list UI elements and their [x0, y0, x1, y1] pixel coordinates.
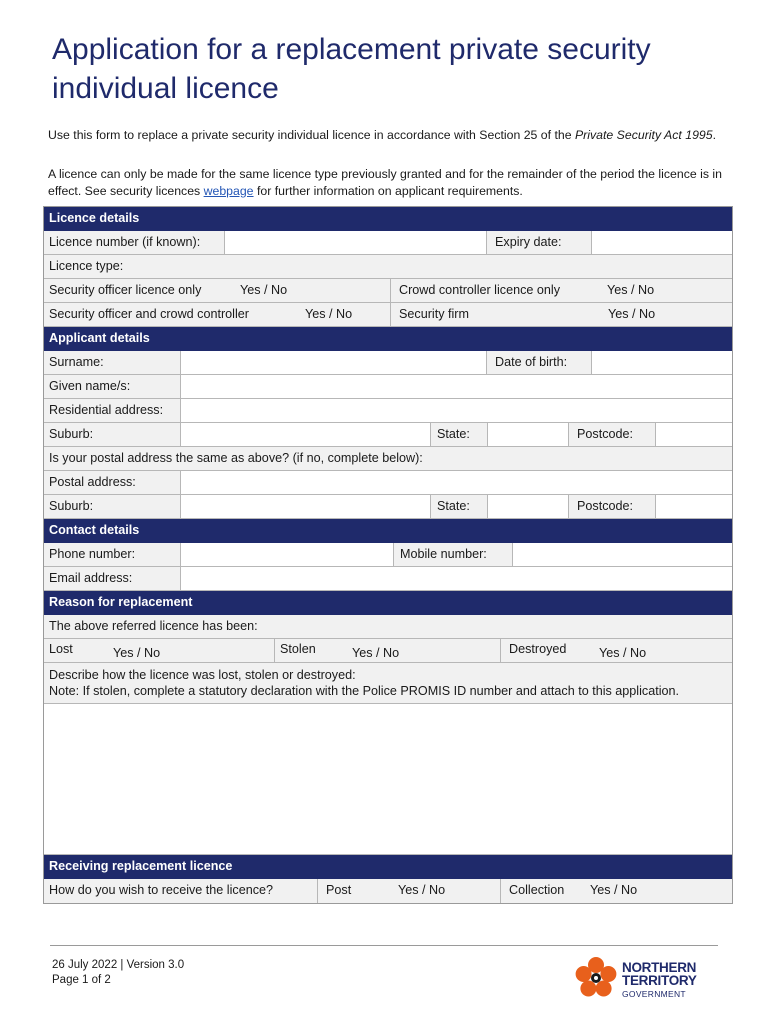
- describe-prompt: Describe how the licence was lost, stolen or destroyed:: [49, 668, 356, 682]
- officer-and-crowd-controller-yes-no[interactable]: Yes / No: [305, 307, 353, 321]
- section-header-applicant-details: Applicant details: [44, 327, 732, 351]
- licence-type-options-2: [44, 303, 732, 327]
- reason-intro-text: The above referred licence has been:: [44, 615, 732, 638]
- crowd-controller-only-yes-no[interactable]: Yes / No: [607, 283, 655, 297]
- residential-address-label: Residential address:: [44, 399, 180, 422]
- lost-option: Lost Yes / No: [44, 639, 274, 662]
- postal-same-question: Is your postal address the same as above? (if no, complete below):: [44, 447, 732, 470]
- footer-date-version: 26 July 2022 | Version 3.0: [52, 959, 185, 971]
- logo-line-1: NORTHERN: [622, 960, 697, 975]
- mobile-number-field[interactable]: [512, 543, 732, 566]
- licence-type-options-1: [44, 279, 732, 303]
- stolen-note: Note: If stolen, complete a statutory declaration with the Police PROMIS ID number and attach to this application.: [49, 684, 680, 698]
- given-names-label: Given name/s:: [44, 375, 180, 398]
- surname-label: Surname:: [44, 351, 180, 374]
- postcode-field[interactable]: [655, 423, 732, 446]
- surname-field[interactable]: [180, 351, 486, 374]
- residential-suburb-row: [44, 423, 732, 447]
- postal-postcode-label: Postcode:: [568, 495, 655, 518]
- postal-address-label: Postal address:: [44, 471, 180, 494]
- suburb-field[interactable]: [180, 423, 430, 446]
- post-yes-no[interactable]: Yes / No: [398, 883, 446, 897]
- section-header-licence-details: Licence details: [44, 207, 732, 231]
- crowd-controller-only-option: Crowd controller licence only Yes / No: [390, 279, 732, 302]
- given-names-field[interactable]: [180, 375, 732, 398]
- section-header-contact-details: Contact details: [44, 519, 732, 543]
- destroyed-option: Destroyed Yes / No: [500, 639, 732, 662]
- security-officer-only-option: Security officer licence only Yes / No: [44, 279, 390, 302]
- intro-paragraph-2: A licence can only be made for the same licence type previously granted and for the remainder of the period the licence is in effect. See security licences webpage for further information on applicant requirements.: [48, 167, 722, 198]
- officer-and-crowd-controller-option: Security officer and crowd controller Yes / No: [44, 303, 390, 326]
- postal-suburb-row: [44, 495, 732, 519]
- state-label: State:: [430, 423, 487, 446]
- phone-number-label: Phone number:: [44, 543, 180, 566]
- phone-row: [44, 543, 732, 567]
- licence-number-field[interactable]: [224, 231, 486, 254]
- page-title: Application for a replacement private security individual licence: [52, 33, 651, 105]
- stolen-option: Stolen Yes / No: [274, 639, 500, 662]
- collection-option: Collection Yes / No: [500, 879, 732, 903]
- postcode-label: Postcode:: [568, 423, 655, 446]
- footer-page-number: Page 1 of 2: [52, 974, 111, 986]
- postal-state-label: State:: [430, 495, 487, 518]
- date-of-birth-field[interactable]: [591, 351, 732, 374]
- receiving-row: [44, 879, 732, 903]
- lost-yes-no[interactable]: Yes / No: [113, 646, 161, 660]
- licence-number-row: [44, 231, 732, 255]
- surname-row: [44, 351, 732, 375]
- postal-same-row: [44, 447, 732, 471]
- state-field[interactable]: [487, 423, 568, 446]
- licence-type-row: [44, 255, 732, 279]
- postal-postcode-field[interactable]: [655, 495, 732, 518]
- licence-number-label: Licence number (if known):: [44, 231, 224, 254]
- security-officer-only-yes-no[interactable]: Yes / No: [240, 283, 288, 297]
- email-address-label: Email address:: [44, 567, 180, 590]
- security-firm-option: Security firm Yes / No: [390, 303, 732, 326]
- footer-divider: [50, 945, 718, 946]
- stolen-yes-no[interactable]: Yes / No: [352, 646, 400, 660]
- residential-address-field[interactable]: [180, 399, 732, 422]
- logo-line-2: TERRITORY: [622, 973, 697, 988]
- given-names-row: [44, 375, 732, 399]
- mobile-number-label: Mobile number:: [393, 543, 512, 566]
- reason-description-field[interactable]: [44, 704, 732, 855]
- post-option: Post Yes / No: [317, 879, 500, 903]
- postal-suburb-field[interactable]: [180, 495, 430, 518]
- expiry-date-label: Expiry date:: [486, 231, 591, 254]
- reason-options-row: [44, 639, 732, 663]
- email-row: [44, 567, 732, 591]
- postal-suburb-label: Suburb:: [44, 495, 180, 518]
- postal-address-field[interactable]: [180, 471, 732, 494]
- postal-state-field[interactable]: [487, 495, 568, 518]
- expiry-date-field[interactable]: [591, 231, 732, 254]
- postal-address-row: [44, 471, 732, 495]
- logo-line-3: GOVERNMENT: [622, 989, 686, 999]
- section-header-reason: Reason for replacement: [44, 591, 732, 615]
- residential-address-row: [44, 399, 732, 423]
- security-firm-yes-no[interactable]: Yes / No: [608, 307, 656, 321]
- date-of-birth-label: Date of birth:: [486, 351, 591, 374]
- section-header-receiving: Receiving replacement licence: [44, 855, 732, 879]
- suburb-label: Suburb:: [44, 423, 180, 446]
- intro-paragraph-1: Use this form to replace a private security individual licence in accordance with Section 25 of the Private Security Act 1995.: [48, 128, 717, 142]
- phone-number-field[interactable]: [180, 543, 393, 566]
- webpage-link[interactable]: webpage: [203, 183, 254, 198]
- destroyed-yes-no[interactable]: Yes / No: [599, 646, 647, 660]
- application-form: [43, 206, 733, 904]
- reason-description-instructions: [44, 663, 732, 704]
- act-name: Private Security Act 1995: [574, 128, 713, 142]
- reason-intro-row: [44, 615, 732, 639]
- email-address-field[interactable]: [180, 567, 732, 590]
- licence-type-label: Licence type:: [44, 255, 732, 278]
- collection-yes-no[interactable]: Yes / No: [590, 883, 638, 897]
- receive-question: How do you wish to receive the licence?: [44, 879, 317, 903]
